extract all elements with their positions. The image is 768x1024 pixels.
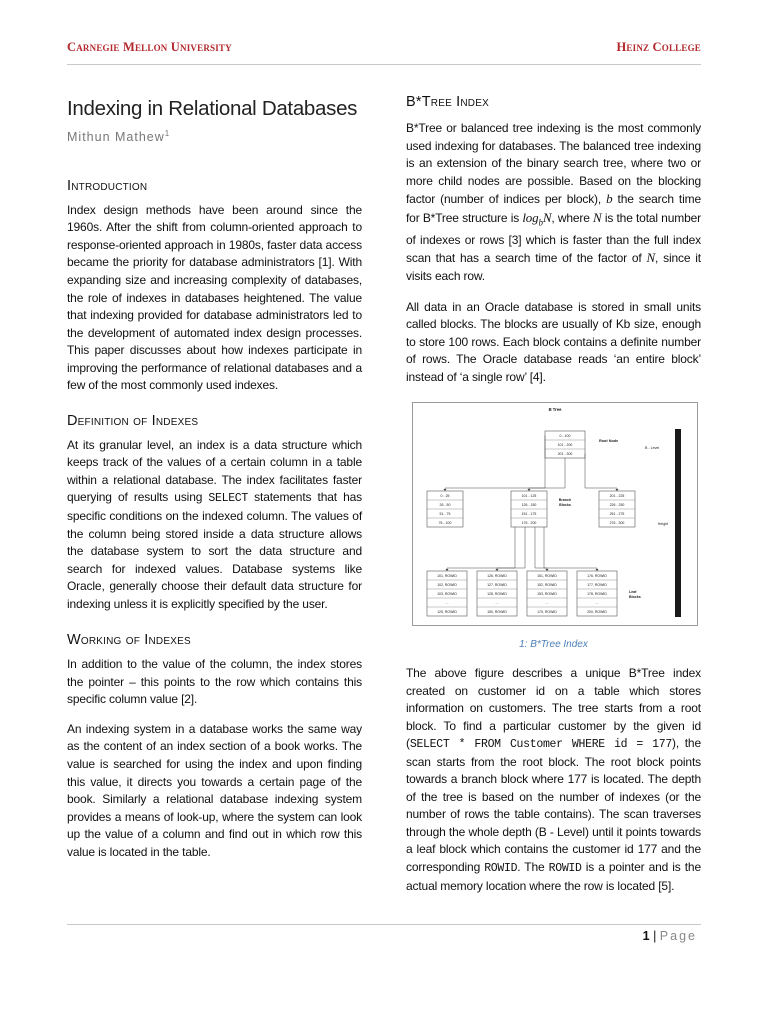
branch-block-cell: 76 - 100 (438, 521, 452, 526)
author-line (67, 129, 362, 144)
right-column-lower (406, 665, 701, 895)
root-node-label: Root Node (599, 439, 619, 443)
leaf-block-cell: 150, ROWID (487, 610, 507, 615)
section-heading-definition: Definition of Indexes (67, 412, 199, 429)
footer-divider (67, 924, 701, 925)
right-column (406, 92, 701, 386)
leaf-block-cell: ... (595, 601, 599, 606)
leaf-label-1: Leaf (629, 590, 637, 594)
btree-paragraph-1: B*Tree or balanced tree indexing is the most commonly used indexing for databases. The balanced tree indexing is an extension of the binary search tree, where two or more child nodes are possible. Based on the blocking factor (number of indices per block), b the search time for B*Tree structure is $\log_bN$, where N is the total number of indexes or rows [3] which is faster than the full index scan that has a search time of the factor of N, since it visits each row. (406, 121, 701, 283)
branch-to-leaf-arrow (544, 527, 597, 571)
author-footnote-mark: 1 (164, 128, 170, 138)
leaf-block-cell: 127, ROWID (487, 583, 507, 588)
branch-to-leaf-arrow (535, 527, 547, 571)
section-heading-btree: B*Tree Index (406, 94, 489, 110)
root-block-cell: 201 - 300 (557, 452, 573, 457)
branch-block-cell: 0 - 25 (440, 494, 450, 499)
root-to-branch-arrow (585, 454, 617, 492)
btree-paragraph-3: The above figure describes a unique B*Tree index created on customer id on a table which stores information on customers. The tree starts from a root block. To find a particular customer by the given id (SELECT * FROM Customer WHERE id = 177), the scan starts from the root block. The root block points towards a branch block where 177 is located. The depth of the tree is based on the number of indexes (or the number of rows the table contains). The scan traverses through the whole depth (B - Level) until it points towards a leaf block which contains the customer id 177 and the corresponding ROWID. The ROWID is a pointer and is the actual memory location where the row is located [5]. (406, 666, 701, 893)
code-rowid-2: ROWID (548, 862, 582, 876)
working-paragraph-1: In addition to the value of the column, the index stores the pointer – this points to the row which contains this specific column value [2]. (67, 657, 362, 707)
working-paragraph-2: An indexing system in a database works the same way as the content of an index section of a book works. The value is searched for using the index and upon finding this value, it directs you towards a certain page of the book. Similarly a relational database indexing system provides a means of look-up, where the system can look up the value of a column and find out in which row this value is located in the table. (67, 721, 362, 859)
leaf-block-cell: ... (495, 601, 499, 606)
code-select: SELECT (208, 492, 249, 506)
leaf-block-cell: 126, ROWID (487, 574, 507, 579)
header-university: Carnegie Mellon University (67, 40, 232, 54)
branch-to-leaf-arrow (447, 527, 515, 571)
btree-paragraph-2: All data in an Oracle database is stored in small units called blocks. The blocks are usually of Kb size, enough to store 100 rows. Each block contains a definite number of rows. The Oracle database reads ‘an entire block’ instead of ‘a single row’ [4]. (406, 299, 701, 384)
branch-block-cell: 101 - 125 (521, 494, 537, 499)
btree-diagram (413, 403, 697, 625)
height-label: Height (657, 522, 669, 526)
paper-title: Indexing in Relational Databases (67, 97, 358, 120)
branch-block-cell: 151 - 175 (521, 512, 537, 517)
branch-block-cell: 276 - 300 (609, 521, 625, 526)
leaf-block-cell: 128, ROWID (487, 592, 507, 597)
page-number: 1 | Page (642, 929, 697, 943)
var-b: b (606, 191, 613, 207)
definition-paragraph: At its granular level, an index is a data structure which keeps track of the values of a certain column in a table within a relational database. The index facilitates faster querying of results using SELECT statements that has specific conditions on the indexed column. The values of the column being stored inside a data structure allows the database system to sort the data structure and search for indexed values. Database systems like Oracle, generally choose their default data structure for indexing unless it is explicitly specified by the user. (67, 437, 362, 611)
branch-block-cell: 126 - 150 (521, 503, 537, 508)
diagram-title: B Tree (548, 407, 562, 412)
leaf-block-cell: ... (545, 601, 549, 606)
code-rowid: ROWID (484, 862, 518, 876)
var-n-2: N (646, 250, 656, 266)
header-divider (67, 64, 701, 65)
b-level-label: B - Level (645, 446, 660, 450)
formula-log-b-n: $\log_bN$ (522, 209, 552, 228)
btree-figure (412, 402, 698, 626)
leaf-block-cell: 177, ROWID (587, 583, 607, 588)
section-heading-introduction: Introduction (67, 177, 148, 194)
branch-block-cell: 51 - 75 (439, 512, 451, 517)
height-bar (675, 429, 681, 617)
leaf-block-cell: 125, ROWID (437, 610, 457, 615)
branch-block-cell: 176 - 200 (521, 521, 537, 526)
var-n: N (593, 209, 602, 225)
branch-block-cell: 226 - 250 (609, 503, 625, 508)
root-block-cell: 101 - 200 (557, 443, 573, 448)
leaf-label-2: Blocks (629, 595, 641, 599)
leaf-block-cell: 200, ROWID (587, 610, 607, 615)
leaf-block-cell: 153, ROWID (537, 592, 557, 597)
figure-caption: 1: B*Tree Index (519, 639, 588, 650)
intro-paragraph: Index design methods have been around since the 1960s. After the shift from column-oriented approach to response-oriented approach in 1980s, faster data access became the priority for database administrators [1]. With expanding size and increasing complexity of databases, the role of indexes in databases heightened. The value that indexing provided for database administrators led to the development of automated index design processes. This paper discusses about how indexes participate in improving the performance of relational databases and a few of the most commonly used indexes. (67, 202, 362, 393)
branch-block-cell: 201 - 225 (609, 494, 625, 499)
leaf-block-cell: 103, ROWID (437, 592, 457, 597)
root-to-branch-arrow (529, 458, 565, 491)
section-heading-working: Working of Indexes (67, 632, 191, 649)
header-college: Heinz College (616, 40, 701, 54)
leaf-block-cell: ... (445, 601, 449, 606)
branch-to-leaf-arrow (497, 527, 525, 571)
leaf-block-cell: 152, ROWID (537, 583, 557, 588)
leaf-block-cell: 151, ROWID (537, 574, 557, 579)
code-select-query: SELECT * FROM Customer WHERE id = 177 (409, 738, 672, 752)
branch-label-1: Branch (558, 498, 572, 502)
leaf-block-cell: 102, ROWID (437, 583, 457, 588)
leaf-block-cell: 178, ROWID (587, 592, 607, 597)
leaf-block-cell: 101, ROWID (437, 574, 457, 579)
leaf-block-cell: 176, ROWID (587, 574, 607, 579)
author-name: Mithun Mathew (67, 129, 165, 144)
left-column (67, 92, 362, 861)
branch-block-cell: 26 - 50 (439, 503, 451, 508)
branch-block-cell: 251 - 275 (609, 512, 625, 517)
root-block-cell: 0 - 100 (559, 434, 571, 439)
leaf-block-cell: 175, ROWID (537, 610, 557, 615)
root-to-branch-arrow (445, 436, 545, 492)
branch-label-2: Blocks (559, 503, 571, 507)
